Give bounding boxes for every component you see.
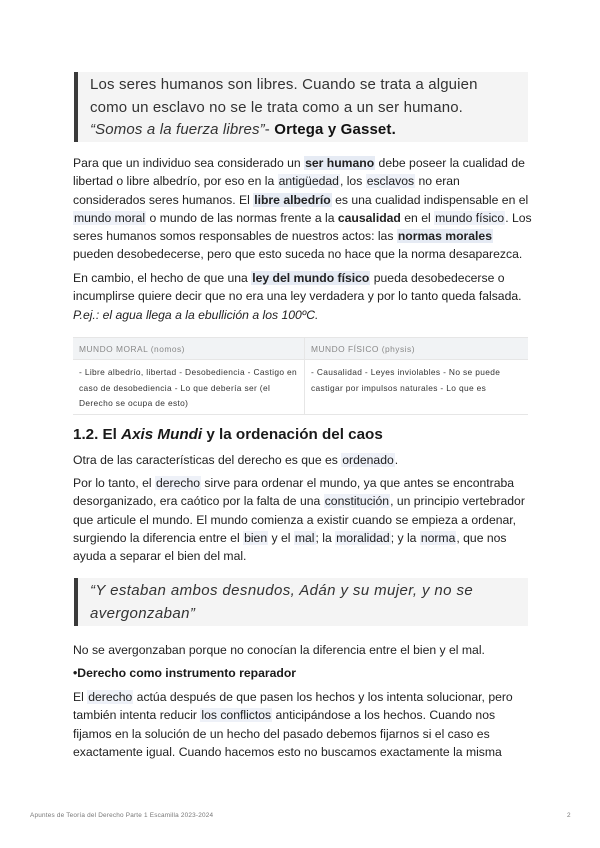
quote-separator: - (264, 121, 275, 138)
quote-italic: “Somos a la fuerza libres” (90, 121, 265, 138)
table-header-fisico: MUNDO FÍSICO (physis) (305, 338, 529, 360)
heading-axis-mundi: Axis Mundi (121, 426, 203, 443)
paragraph-ordenado: Otra de las características del derecho es que es ordenado. (73, 453, 399, 467)
term-bien[interactable]: bien (244, 530, 268, 545)
genesis-quote (74, 578, 528, 626)
term-los-conflictos[interactable]: los conflictos (201, 708, 272, 723)
term-mundo-moral[interactable]: mundo moral (74, 210, 146, 225)
term-antiguedad[interactable]: antigüedad (278, 174, 339, 189)
footer-title: Apuntes de Teoría del Derecho Parte 1 Escamilla 2023-2024 (30, 812, 214, 819)
quote-text: Los seres humanos son libres. Cuando se trata a alguien como un esclavo no se le trata como a un ser humano. (90, 76, 478, 116)
table-row (73, 360, 528, 415)
page-number: 2 (567, 812, 571, 819)
term-mundo-fisico[interactable]: mundo físico (435, 210, 505, 225)
moral-vs-fisico-table (73, 337, 528, 415)
quote-author: Ortega y Gasset. (274, 121, 396, 138)
term-libre-albedrio[interactable]: libre albedrío (254, 192, 331, 207)
term-ser-humano[interactable]: ser humano (305, 156, 375, 170)
term-moralidad[interactable]: moralidad (336, 530, 390, 545)
paragraph-ley-fisica: En cambio, el hecho de que una ley del mundo físico pueda desobedecerse o incumplirse quiere decir que no era una ley verdadera y por lo tanto queda falsada. P.ej.: el agua llega a la ebullición a los 100ºC. (73, 271, 522, 322)
table-cell-fisico: - Causalidad - Leyes inviolables - No se puede castigar por impulsos naturales - Lo que es (305, 360, 529, 415)
term-derecho[interactable]: derecho (155, 476, 201, 490)
term-esclavos[interactable]: esclavos (366, 174, 415, 189)
term-constitucion[interactable]: constitución (324, 494, 390, 509)
paragraph-ser-humano: Para que un individuo sea considerado un ser humano debe poseer la cualidad de libertad o libre albedrío, por eso en la antigüedad, los esclavos no eran considerados seres humanos. El libre albedrío es una cualidad indispensable en el mundo moral o mundo de las normas frente a la causalidad en el mundo físico. Los seres humanos somos responsables de nuestros actos: las normas morales pueden desobedecerse, pero que esto suceda no hace que la norma desaparezca. (73, 156, 532, 262)
term-norma[interactable]: norma (420, 530, 456, 545)
paragraph-avergonzaban: No se avergonzaban porque no conocían la diferencia entre el bien y el mal. (73, 643, 485, 657)
ortega-quote (74, 72, 528, 142)
term-mal[interactable]: mal (294, 530, 315, 545)
table-header-moral: MUNDO MORAL (nomos) (73, 338, 305, 360)
term-ley-mundo-fisico[interactable]: ley del mundo físico (252, 271, 370, 285)
paragraph-reparador: El derecho actúa después de que pasen los hechos y los intenta solucionar, pero también intenta reducir los conflictos anticipándose a los hechos. Cuando nos fijamos en la solución de un hecho del pasado debemos fijarnos si el caso es exactamente igual. Cuando hacemos esto no buscamos exactamente la misma (73, 690, 513, 759)
section-heading: 1.2. El Axis Mundi y la ordenación del caos (73, 426, 383, 443)
quote-text: “Y estaban ambos desnudos, Adán y su mujer, y no se avergonzaban” (90, 582, 474, 622)
term-derecho[interactable]: derecho (88, 690, 133, 704)
term-normas-morales[interactable]: normas morales (397, 229, 492, 244)
table-cell-moral: - Libre albedrío, libertad - Desobediencia - Castigo en caso de desobediencia - Lo que debería ser (el Derecho se ocupa de esto) (73, 360, 305, 415)
term-ordenado[interactable]: ordenado (342, 453, 394, 467)
paragraph-derecho-ordena: Por lo tanto, el derecho sirve para ordenar el mundo, ya que antes se encontraba desorganizado, era caótico por la falta de una constitución, un principio vertebrador que articule el mundo. El mundo comienza a existir cuando se empieza a ordenar, surgiendo la diferencia entre el bien y el mal; la moralidad; y la norma, que nos ayuda a separar el bien del mal. (73, 476, 525, 564)
subheading-reparador: •Derecho como instrumento reparador (73, 666, 297, 680)
example-ebullicion: P.ej.: el agua llega a la ebullición a los 100ºC. (73, 307, 319, 322)
term-causalidad: causalidad (337, 210, 401, 225)
